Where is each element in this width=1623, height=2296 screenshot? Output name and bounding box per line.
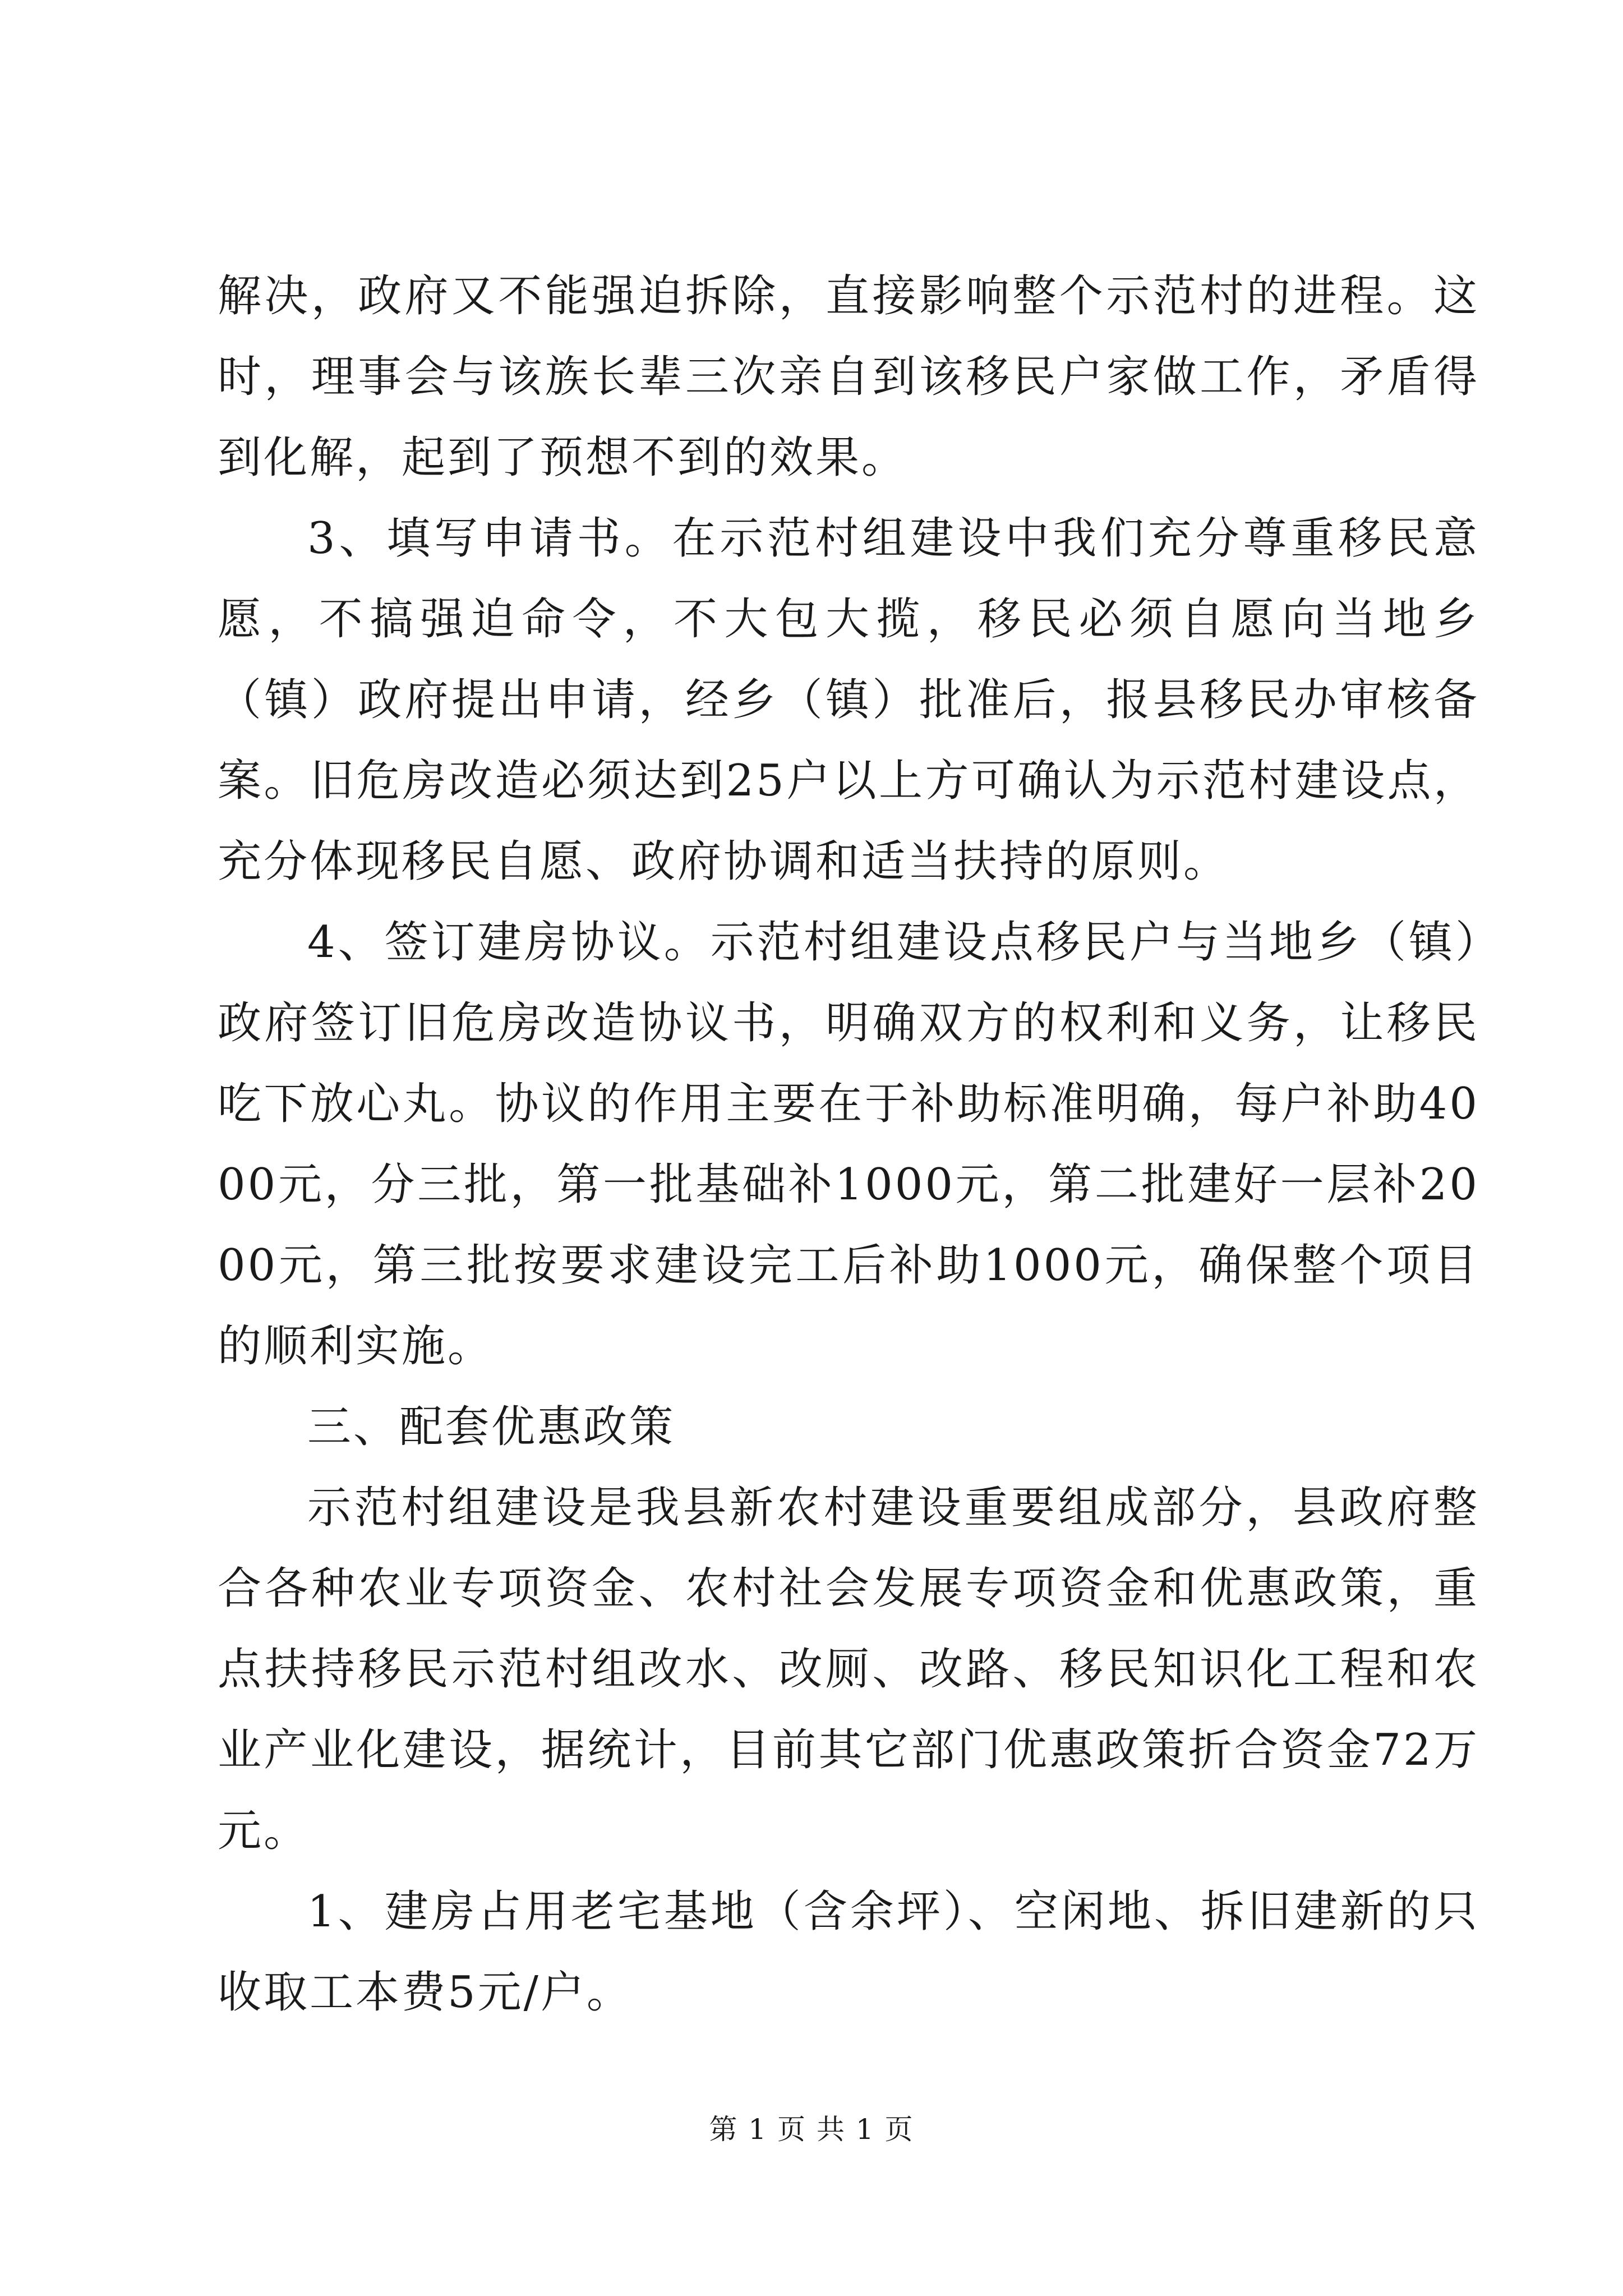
paragraph-application: 3、填写申请书。在示范村组建设中我们充分尊重移民意愿，不搞强迫命令，不大包大揽，移民必须自愿向当地乡（镇）政府提出申请，经乡（镇）批准后，报县移民办审核备案。旧危房改造必须达到25户以上方可确认为示范村建设点，充分体现移民自愿、政府协调和适当扶持的原则。 (218, 513, 1479, 887)
paragraph-agreement: 4、签订建房协议。示范村组建设点移民户与当地乡（镇）政府签订旧危房改造协议书，明确双方的权利和义务，让移民吃下放心丸。协议的作用主要在于补助标准明确，每户补助4000元，分三批，第一批基础补1000元，第二批建好一层补2000元，第三批按要求建设完工后补助1000元，确保整个项目的顺利实施。 (218, 917, 1479, 1372)
section-heading: 三、配套优惠政策 (307, 1402, 676, 1452)
paragraph-continued: 解决，政府又不能强迫拆除，直接影响整个示范村的进程。这时，理事会与该族长辈三次亲自到该移民户家做工作，矛盾得到化解，起到了预想不到的效果。 (218, 271, 1479, 483)
paragraph-fee: 1、建房占用老宅基地（含余坪）、空闲地、拆旧建新的只收取工本费5元/户。 (218, 1887, 1479, 2018)
page-number-label: 第 1 页 共 1 页 (709, 2113, 914, 2146)
page-footer (0, 2113, 1623, 2146)
paragraph-policy: 示范村组建设是我县新农村建设重要组成部分，县政府整合各种农业专项资金、农村社会发展专项资金和优惠政策，重点扶持移民示范村组改水、改厕、改路、移民知识化工程和农业产业化建设，据统计，目前其它部门优惠政策折合资金72万元。 (218, 1483, 1479, 1856)
document-body (218, 256, 1479, 2033)
